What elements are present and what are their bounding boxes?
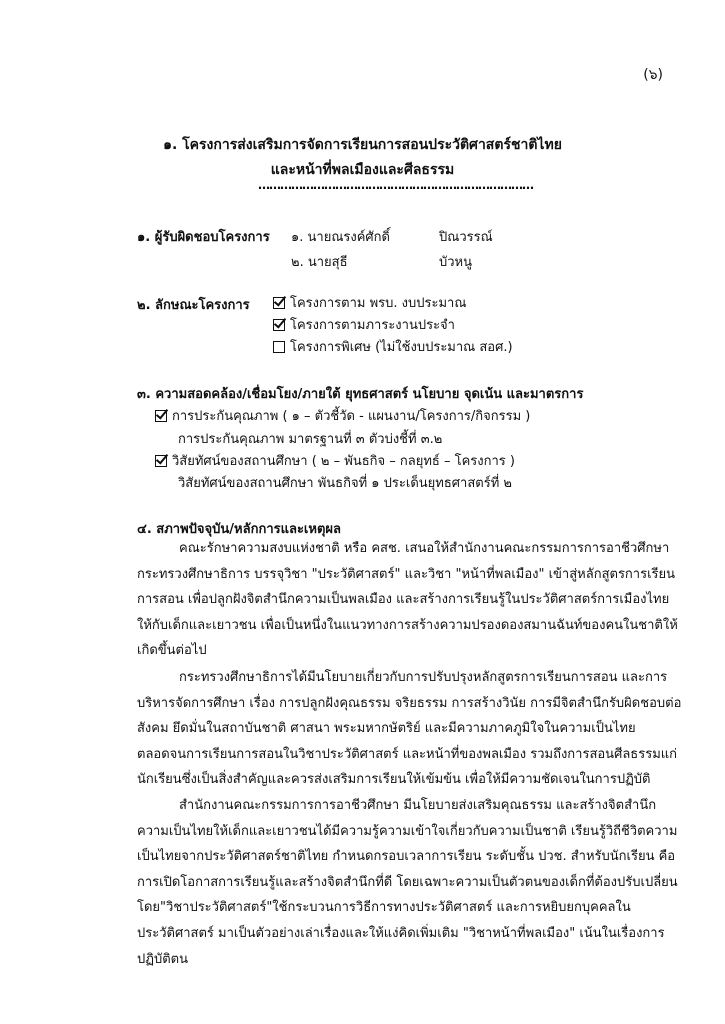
checkbox-unchecked-icon[interactable] <box>273 341 285 353</box>
alignment-item-1[interactable] <box>155 405 530 426</box>
responsible-person-2-name: ๒. นายสุธี <box>291 255 348 270</box>
document-title-line2: และหน้าที่พลเมืองและศีลธรรม <box>270 162 455 178</box>
alignment-item-1-detail: การประกันคุณภาพ มาตรฐานที่ ๓ ตัวบ่งชี้ที่ ๓.๒ <box>178 432 443 447</box>
checkbox-checked-icon[interactable] <box>273 297 285 309</box>
paragraph-line: ประวัติศาสตร์ มาเป็นตัวอย่างเล่าเรื่องและให้แง่คิดเพิ่มเติม "วิชาหน้าที่พลเมือง" เน้นในเรื่องการ <box>137 925 665 941</box>
paragraph-line: กระทรวงศึกษาธิการ บรรจุวิชา "ประวัติศาสตร์" และวิชา "หน้าที่พลเมือง" เข้าสู่หลักสูตรการเรียน <box>137 566 676 582</box>
paragraph-1 <box>137 536 678 664</box>
responsible-person-1-surname: ปิณวรรณ์ <box>439 230 493 245</box>
paragraph-3 <box>137 793 678 972</box>
project-type-option-1[interactable] <box>273 292 466 313</box>
project-type-option-label: โครงการตามภาระงานประจำ <box>290 318 455 333</box>
paragraph-line: การเปิดโอกาสการเรียนรู้และสร้างจิตสำนึกที่ดี โดยเฉพาะความเป็นตัวตนของเด็กที่ต้องปรับเปลี่ยน <box>137 874 678 890</box>
paragraph-line: สำนักงานคณะกรรมการการอาชีวศึกษา มีนโยบายส่งเสริมคุณธรรม และสร้างจิตสำนึก <box>179 798 657 813</box>
paragraph-2 <box>137 665 682 793</box>
paragraph-line: เกิดขึ้นต่อไป <box>137 643 207 659</box>
paragraph-line: สังคม ยึดมั่นในสถาบันชาติ ศาสนา พระมหากษัตริย์ และมีความภาคภูมิใจในความเป็นไทย <box>137 721 636 737</box>
alignment-item-2-detail: วิสัยทัศน์ของสถานศึกษา พันธกิจที่ ๑ ประเด็นยุทธศาสตร์ที่ ๒ <box>178 476 512 491</box>
paragraph-line: นักเรียนซึ่งเป็นสิ่งสำคัญและควรส่งเสริมการเรียนให้เข้มข้น เพื่อให้มีความชัดเจนในการปฏิบัติ <box>137 772 651 788</box>
section3-heading: ๓. ความสอดคล้อง/เชื่อมโยง/ภายใต้ ยุทธศาสตร์ นโยบาย จุดเน้น และมาตรการ <box>137 387 584 402</box>
project-type-option-label: โครงการตาม พรบ. งบประมาณ <box>290 296 467 311</box>
title-dotted-rule: ………………………………………………………………… <box>258 178 533 192</box>
section2-heading: ๒. ลักษณะโครงการ <box>137 298 250 313</box>
paragraph-line: การสอน เพื่อปลูกฝังจิตสำนึกความเป็นพลเมือง และสร้างการเรียนรู้ในประวัติศาสตร์การเมืองไทย <box>137 592 670 608</box>
paragraph-line: โดย"วิชาประวัติศาสตร์"ใช้กระบวนการวิธีการทางประวัติศาสตร์ และการหยิบยกบุคคลใน <box>137 900 631 916</box>
responsible-person-1-name: ๑. นายณรงค์ศักดิ์ <box>291 230 390 245</box>
paragraph-line: กระทรวงศึกษาธิการได้มีนโยบายเกี่ยวกับการปรับปรุงหลักสูตรการเรียนการสอน และการ <box>179 670 668 685</box>
responsible-person-2-surname: บัวหนู <box>439 255 473 270</box>
project-type-option-label: โครงการพิเศษ (ไม่ใช้งบประมาณ สอศ.) <box>290 340 513 355</box>
section4-heading: ๔. สภาพปัจจุบัน/หลักการและเหตุผล <box>137 522 341 537</box>
paragraph-line: ปฏิบัติตน <box>137 951 189 967</box>
project-type-option-2[interactable] <box>273 314 455 335</box>
project-type-option-3[interactable] <box>273 336 513 357</box>
alignment-item-label: วิสัยทัศน์ของสถานศึกษา ( ๒ – พันธกิจ – กลยุทธ์ – โครงการ ) <box>172 454 515 469</box>
checkbox-checked-icon[interactable] <box>273 319 285 331</box>
alignment-item-label: การประกันคุณภาพ ( ๑ – ตัวชี้วัด - แผนงาน/โครงการ/กิจกรรม ) <box>172 409 531 424</box>
checkbox-checked-icon[interactable] <box>155 455 167 467</box>
checkbox-checked-icon[interactable] <box>155 410 167 422</box>
paragraph-line: บริหารจัดการศึกษา เรื่อง การปลูกฝังคุณธรรม จริยธรรม การสร้างวินัย การมีจิตสำนึกรับผิดชอบต่อ <box>137 695 682 711</box>
section1-heading: ๑. ผู้รับผิดชอบโครงการ <box>137 230 270 245</box>
paragraph-line: ความเป็นไทยให้เด็กและเยาวชนได้มีความรู้ความเข้าใจเกี่ยวกับความเป็นชาติ เรียนรู้วิถีชีวิตความ <box>137 823 678 839</box>
paragraph-line: ให้กับเด็กและเยาวชน เพื่อเป็นหนึ่งในแนวทางการสร้างความปรองดองสมานฉันท์ของคนในชาติให้ <box>137 617 678 633</box>
document-title-line1: ๑. โครงการส่งเสริมการจัดการเรียนการสอนประวัติศาสตร์ชาติไทย <box>163 137 562 153</box>
paragraph-line: ตลอดจนการเรียนการสอนในวิชาประวัติศาสตร์ และหน้าที่ของพลเมือง รวมถึงการสอนศีลธรรมแก่ <box>137 746 678 762</box>
page-number: (๖) <box>643 67 663 83</box>
alignment-item-2[interactable] <box>155 450 515 471</box>
paragraph-line: คณะรักษาความสงบแห่งชาติ หรือ คสช. เสนอให้สำนักงานคณะกรรมการการอาชีวศึกษา <box>179 541 670 556</box>
paragraph-line: เป็นไทยจากประวัติศาสตร์ชาติไทย กำหนดกรอบเวลาการเรียน ระดับชั้น ปวช. สำหรับนักเรียน คือ <box>137 849 676 865</box>
